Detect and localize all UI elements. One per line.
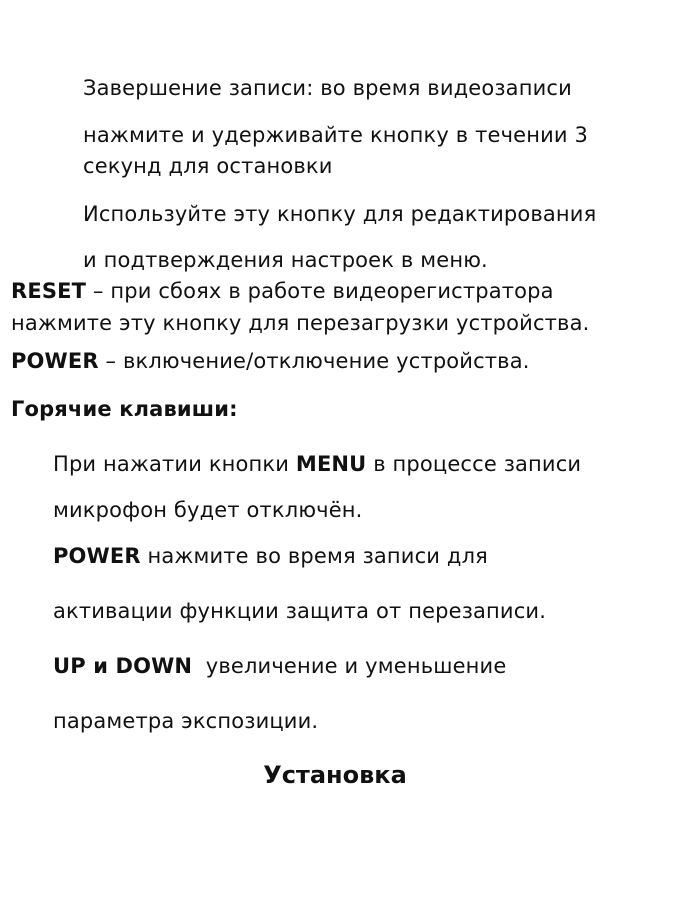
rec-stop-line-2: нажмите и удерживайте кнопку в течении 3 — [83, 123, 589, 147]
menu-edit-line-1: Используйте эту кнопку для редактирования — [83, 202, 597, 226]
rec-stop-line-3: секунд для остановки — [83, 154, 333, 178]
hotkey-menu-line-2: микрофон будет отключён. — [53, 498, 363, 522]
power-desc: – включение/отключение устройства. — [98, 349, 530, 373]
power-line — [11, 348, 530, 374]
hotkey-menu-post: в процессе записи — [366, 452, 582, 476]
hotkey-power-line-1 — [53, 543, 488, 569]
reset-line-1 — [11, 278, 554, 304]
hotkey-updown-line-1 — [53, 653, 506, 679]
hotkeys-title: Горячие клавиши: — [11, 397, 238, 421]
hotkey-updown-line-2: параметра экспозиции. — [53, 709, 319, 733]
reset-label: RESET — [11, 279, 87, 303]
hotkey-power-label: POWER — [53, 544, 141, 568]
reset-line-2: нажмите эту кнопку для перезагрузки устройства. — [11, 311, 590, 335]
menu-edit-line-2: и подтверждения настроек в меню. — [83, 248, 488, 272]
power-label: POWER — [11, 349, 99, 373]
reset-desc: – при сбоях в работе видеорегистратора — [86, 279, 554, 303]
hotkey-power-line-2: активации функции защита от перезаписи. — [53, 599, 547, 623]
hotkey-power-post: нажмите во время записи для — [140, 544, 488, 568]
hotkey-menu-line-1 — [53, 451, 581, 477]
section-title: Установка — [263, 761, 407, 789]
rec-stop-line-1: Завершение записи: во время видеозаписи — [83, 76, 572, 100]
hotkey-updown-label: UP и DOWN — [53, 654, 193, 678]
hotkey-updown-post: увеличение и уменьшение — [192, 654, 507, 678]
hotkey-menu-label: MENU — [295, 452, 367, 476]
hotkey-menu-pre: При нажатии кнопки — [53, 452, 296, 476]
